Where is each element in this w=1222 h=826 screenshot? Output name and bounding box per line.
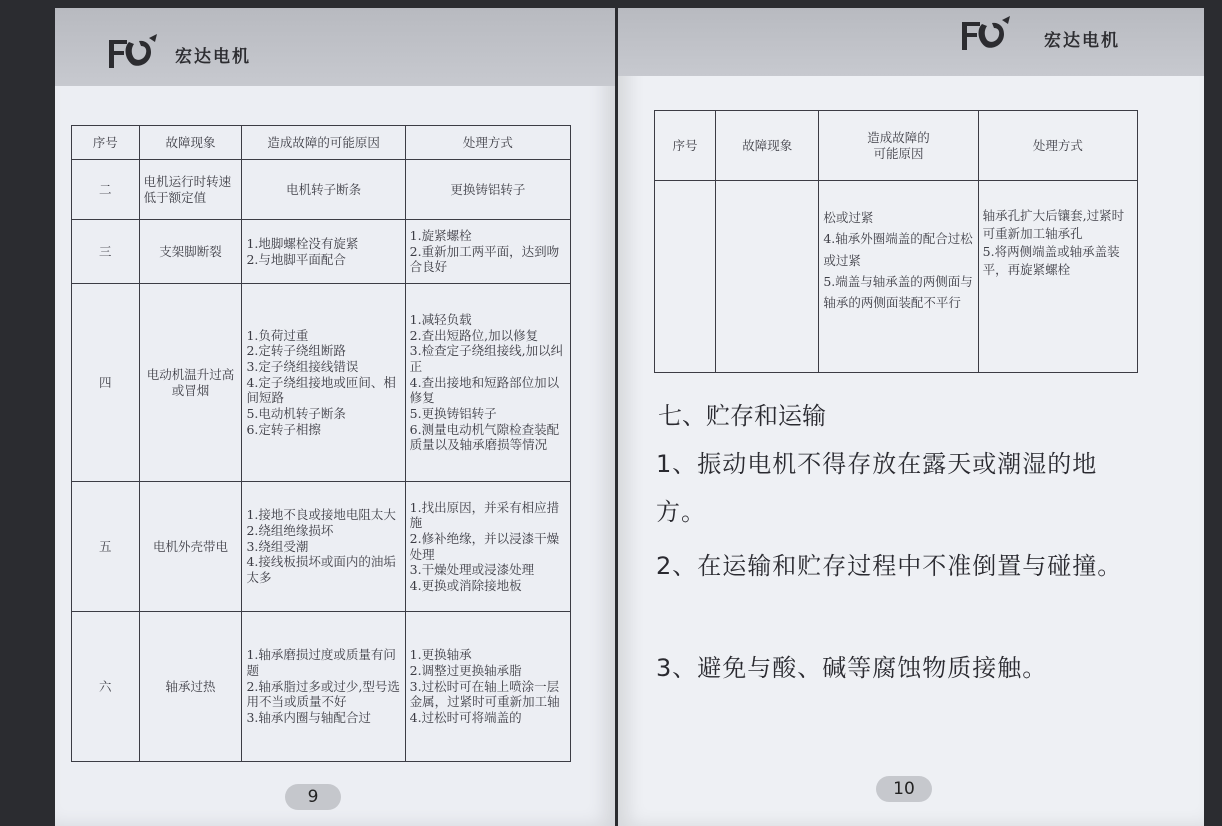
- table-row: [72, 284, 571, 482]
- row-remedies: 更换铸铝转子: [405, 160, 570, 220]
- table-row: [72, 482, 571, 612]
- brand-name: 宏达电机: [175, 47, 251, 67]
- table-header-row: [72, 126, 571, 160]
- row-number: 三: [72, 220, 140, 284]
- row-remedies: 1.更换轴承 2.调整过更换轴承脂 3.过松时可在轴上喷涂一层金属，过紧时可重新加工轴 4.过松时可将端盖的: [405, 612, 570, 762]
- storage-item-2: 2、在运输和贮存过程中不准倒置与碰撞。: [656, 552, 1123, 580]
- storage-item-3: 3、避免与酸、碱等腐蚀物质接触。: [656, 654, 1048, 682]
- section-title: 七、贮存和运输: [658, 402, 826, 430]
- row-causes: 电机转子断条: [242, 160, 405, 220]
- row-number: 六: [72, 612, 140, 762]
- row-symptom: [716, 181, 819, 373]
- page-number: [876, 776, 932, 802]
- fault-table-continued: [654, 110, 1138, 373]
- row-causes: 1.接地不良或接地电阻太大 2.绕组绝缘损坏 3.绕组受潮 4.接线板损坏或面内的油垢太多: [242, 482, 405, 612]
- right-page: [618, 8, 1204, 826]
- left-page-header: [55, 8, 615, 86]
- row-number: [655, 181, 716, 373]
- row-symptom: 电机运行时转速低于额定值: [139, 160, 242, 220]
- page-number-text: 10: [893, 779, 915, 799]
- row-causes: 松或过紧 4.轴承外圈端盖的配合过松或过紧 5.端盖与轴承盖的两侧面与轴承的两侧面装配不平行: [819, 181, 978, 373]
- row-symptom: 电动机温升过高或冒烟: [139, 284, 242, 482]
- table-row: [72, 220, 571, 284]
- table-row: [72, 612, 571, 762]
- header-cell-no: 序号: [655, 111, 716, 181]
- row-remedies: 1.减轻负载 2.查出短路位,加以修复 3.检查定子绕组接线,加以纠正 4.查出接地和短路部位加以修复 5.更换铸铝转子 6.测量电动机气隙检查装配质量以及轴承磨损等情况: [405, 284, 570, 482]
- header-cell-symptom: 故障现象: [139, 126, 242, 160]
- page-number: [285, 784, 341, 810]
- fault-table: [71, 125, 571, 762]
- header-cell-remedies: 处理方式: [405, 126, 570, 160]
- page-number-text: 9: [307, 787, 319, 807]
- table-header-row: [655, 111, 1138, 181]
- row-causes: 1.轴承磨损过度或质量有问题 2.轴承脂过多或过少,型号选用不当或质量不好 3.轴承内圈与轴配合过: [242, 612, 405, 762]
- row-symptom: 轴承过热: [139, 612, 242, 762]
- row-remedies: 1.找出原因，并采有相应措施 2.修补绝缘，并以浸漆干燥处理 3.干燥处理或浸漆处理 4.更换或消除接地板: [405, 482, 570, 612]
- row-number: 四: [72, 284, 140, 482]
- left-page: [55, 8, 615, 826]
- row-remedies: 1.旋紧螺栓 2.重新加工两平面，达到吻合良好: [405, 220, 570, 284]
- row-causes: 1.地脚螺栓没有旋紧 2.与地脚平面配合: [242, 220, 405, 284]
- header-cell-causes: 造成故障的可能原因: [242, 126, 405, 160]
- row-number: 二: [72, 160, 140, 220]
- storage-item-1: 1、振动电机不得存放在露天或潮湿的地方。: [656, 450, 1098, 526]
- company-logo-icon: [105, 32, 163, 74]
- row-number: 五: [72, 482, 140, 612]
- company-logo-icon: [958, 14, 1016, 56]
- table-row: [655, 181, 1138, 373]
- right-page-header: [618, 8, 1204, 76]
- header-cell-remedies: 处理方式: [978, 111, 1137, 181]
- table-row: [72, 160, 571, 220]
- row-symptom: 支架脚断裂: [139, 220, 242, 284]
- row-remedies: 轴承孔扩大后镶套,过紧时可重新加工轴承孔 5.将两侧端盖或轴承盖装平，再旋紧螺栓: [978, 181, 1137, 373]
- row-causes: 1.负荷过重 2.定转子绕组断路 3.定子绕组接线错误 4.定子绕组接地或匝间、相间短路 5.电动机转子断条 6.定转子相擦: [242, 284, 405, 482]
- header-cell-no: 序号: [72, 126, 140, 160]
- brand-name: 宏达电机: [1044, 31, 1120, 51]
- row-symptom: 电机外壳带电: [139, 482, 242, 612]
- header-cell-causes: 造成故障的 可能原因: [819, 111, 978, 181]
- header-cell-symptom: 故障现象: [716, 111, 819, 181]
